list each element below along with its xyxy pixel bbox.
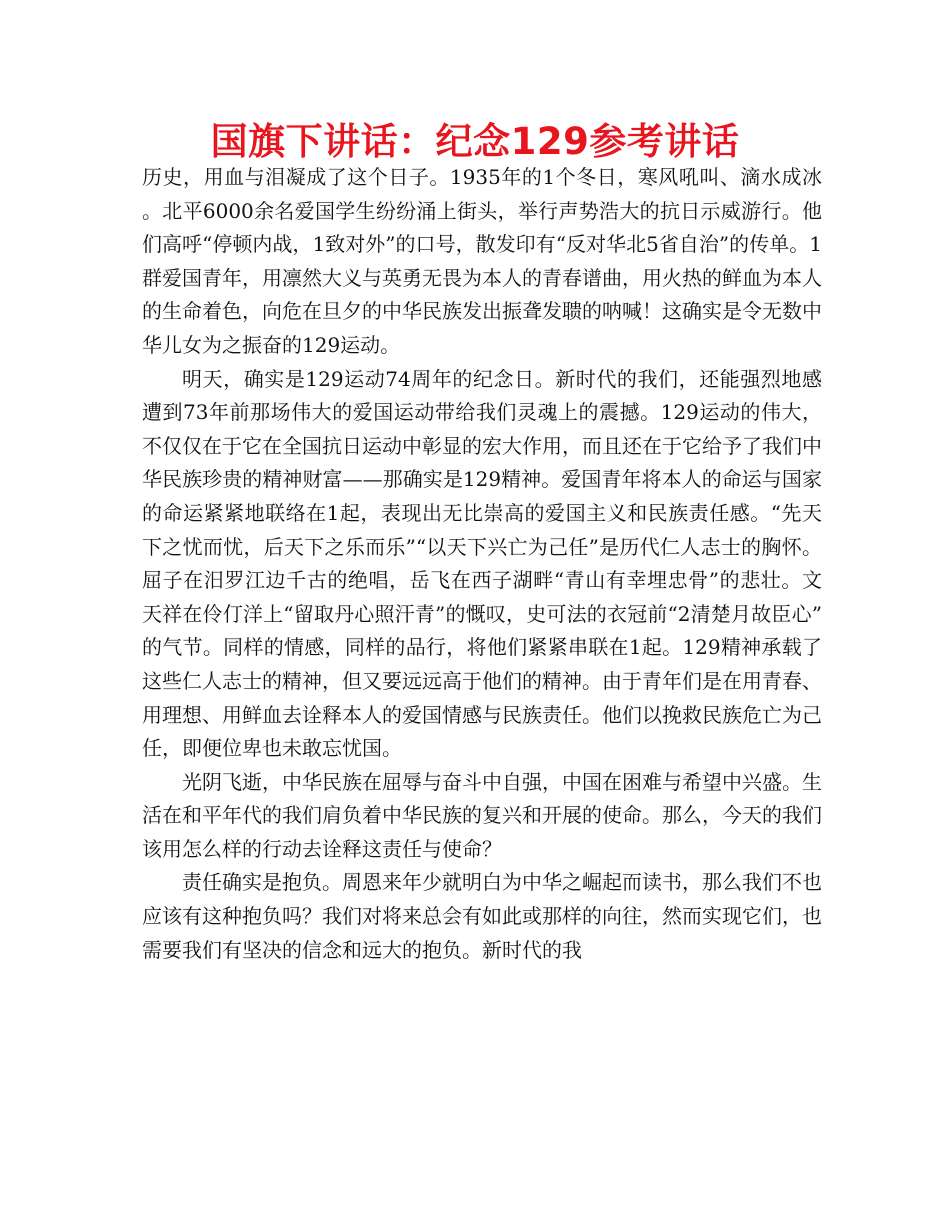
paragraph-3: 光阴飞逝，中华民族在屈辱与奋斗中自强，中国在困难与希望中兴盛。生活在和平年代的我们肩负着中华民族的复兴和开展的使命。那么，今天的我们该用怎么样的行动去诠释这责任与使命？ [142, 769, 822, 861]
paragraph-1: 历史，用血与泪凝成了这个日子。1935年的1个冬日，寒风吼叫、滴水成冰。北平6000余名爱国学生纷纷涌上街头，举行声势浩大的抗日示威游行。他们高呼“停顿内战，1致对外”的口号，散发印有“反对华北5省自治”的传单。1群爱国青年，用凛然大义与英勇无畏为本人的青春谱曲，用火热的鲜血为本人的生命着色，向危在旦夕的中华民族发出振聋发聩的呐喊！这确实是令无数中华儿女为之振奋的129运动。 [142, 165, 822, 357]
body-text [142, 161, 822, 967]
page-title: 国旗下讲话：纪念129参考讲话 [210, 120, 740, 163]
paragraph-2: 明天，确实是129运动74周年的纪念日。新时代的我们，还能强烈地感遭到73年前那场伟大的爱国运动带给我们灵魂上的震撼。129运动的伟大，不仅仅在于它在全国抗日运动中彰显的宏大作用，而且还在于它给予了我们中华民族珍贵的精神财富——那确实是129精神。爱国青年将本人的命运与国家的命运紧紧地联络在1起，表现出无比崇高的爱国主义和民族责任感。“先天下之忧而忧，后天下之乐而乐”“以天下兴亡为己任”是历代仁人志士的胸怀。屈子在汨罗江边千古的绝唱，岳飞在西子湖畔“青山有幸埋忠骨”的悲壮。文天祥在伶仃洋上“留取丹心照汗青”的慨叹，史可法的衣冠前“2清楚月故臣心”的气节。同样的情感，同样的品行，将他们紧紧串联在1起。129精神承载了这些仁人志士的精神，但又要远远高于他们的精神。由于青年们是在用青春、用理想、用鲜血去诠释本人的爱国情感与民族责任。他们以挽救民族危亡为己任，即便位卑也未敢忘忧国。 [142, 366, 822, 761]
paragraph-4: 责任确实是抱负。周恩来年少就明白为中华之崛起而读书，那么我们不也应该有这种抱负吗？我们对将来总会有如此或那样的向往，然而实现它们，也需要我们有坚决的信念和远大的抱负。新时代的我 [142, 870, 822, 962]
